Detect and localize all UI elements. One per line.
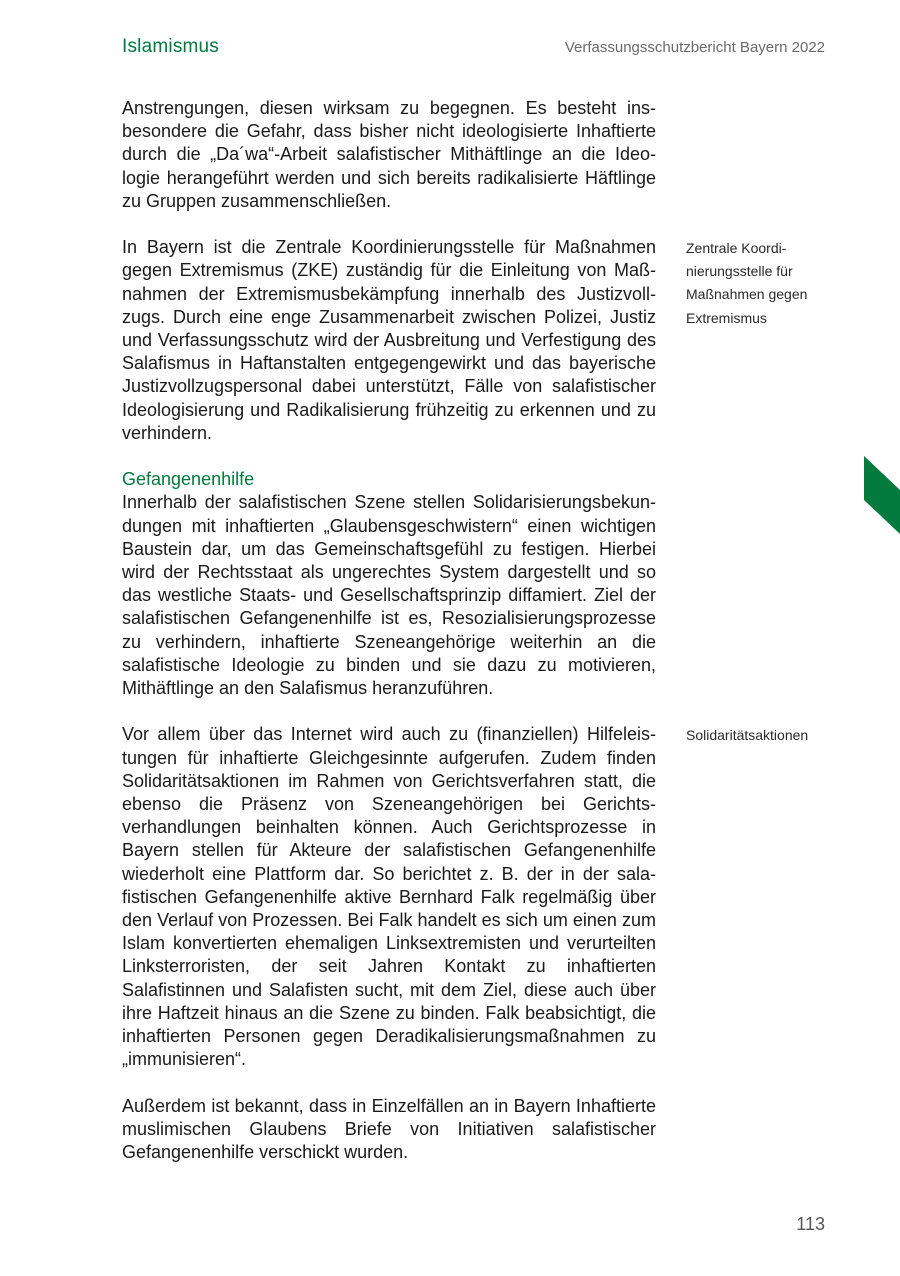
- section-title: Islamismus: [122, 36, 220, 57]
- paragraph-2: In Bayern ist die Zentrale Koordinierungsstelle für Maßnahmen gegen Extremismus (ZKE) zuständig für die Einleitung von Maßnahmen der Extremismusbekämpfung innerhalb des Justizvollzugs. Durch eine enge Zusammenarbeit zwischen Polizei, Justiz und Verfassungsschutz wird der Ausbreitung und Verfestigung des Salafismus in Haftanstalten entgegengewirkt und das bayerische Justizvollzugspersonal dabei unterstützt, Fälle von salafistischer Ideologisierung und Radikalisierung frühzeitig zu erkennen und zu verhindern.: [122, 237, 656, 443]
- main-text-column: [122, 97, 656, 1164]
- subheading-gefangenenhilfe: Gefangenenhilfe: [122, 469, 255, 490]
- publication-title: Verfassungsschutzbericht Bayern 2022: [564, 39, 825, 56]
- paragraph-3: Innerhalb der salafistischen Szene stellen Solidarisierungsbekundungen mit inhaftierten „Glaubensgeschwistern“ einen wichtigen Baustein dar, um das Gemeinschaftsgefühl zu festigen. Hierbei wird der Rechtsstaat als ungerechtes System dargestellt und so das westliche Staats- und Gesellschaftsprinzip diffamiert. Ziel der salafistischen Gefangenenhilfe ist es, Resozialisierungsprozesse zu verhindern, inhaftierte Szeneangehörige weiterhin an die salafistische Ideologie zu binden und sie dazu zu motivieren, Mithäftlinge an den Salafismus heranzuführen.: [122, 492, 656, 699]
- paragraph-5: Außerdem ist bekannt, dass in Einzelfällen an in Bayern Inhaftierte muslimischen Glaubens Briefe von Initiativen salafistischer Gefangenenhilfe verschickt wurden.: [122, 1095, 656, 1163]
- margin-note-solidaritaetsaktionen: Solidaritätsaktionen: [686, 727, 809, 743]
- margin-note-zke: Zentrale Koordinierungsstelle für Maßnahmen gegen Extremismus: [686, 240, 808, 326]
- chapter-tab-marker: [864, 456, 900, 534]
- page-number: 113: [796, 1214, 825, 1234]
- paragraph-4: Vor allem über das Internet wird auch zu (finanziellen) Hilfeleistungen für inhaftierte Gleichgesinnte aufgerufen. Zudem finden Solidaritätsaktionen im Rahmen von Gerichtsverfahren statt, die ebenso die Präsenz von Szeneangehörigen bei Gerichtsverhandlungen beinhalten können. Auch Gerichtsprozesse in Bayern stellen für Akteure der salafistischen Gefangenenhilfe wiederholt eine Plattform dar. So berichtet z. B. der in der salafistischen Gefangenenhilfe aktive Bernhard Falk regelmäßig über den Verlauf von Prozessen. Bei Falk handelt es sich um einen zum Islam konvertierten ehemaligen Linksextremisten und verurteilten Linksterroristen, der seit Jahren Kontakt zu inhaftierten Salafistinnen und Salafisten sucht, mit dem Ziel, diese auch über ihre Haftzeit hinaus an die Szene zu binden. Falk beabsichtigt, die inhaftierten Personen gegen Deradikalisierungsmaßnahmen zu „immunisieren“.: [122, 724, 656, 1070]
- paragraph-1: Anstrengungen, diesen wirksam zu begegnen. Es besteht insbesondere die Gefahr, dass bisher nicht ideologisierte Inhaftierte durch die „Da´wa“-Arbeit salafistischer Mithäftlinge an die Ideologie herangeführt werden und sich bereits radikalisierte Häftlinge zu Gruppen zusammenschließen.: [122, 98, 656, 211]
